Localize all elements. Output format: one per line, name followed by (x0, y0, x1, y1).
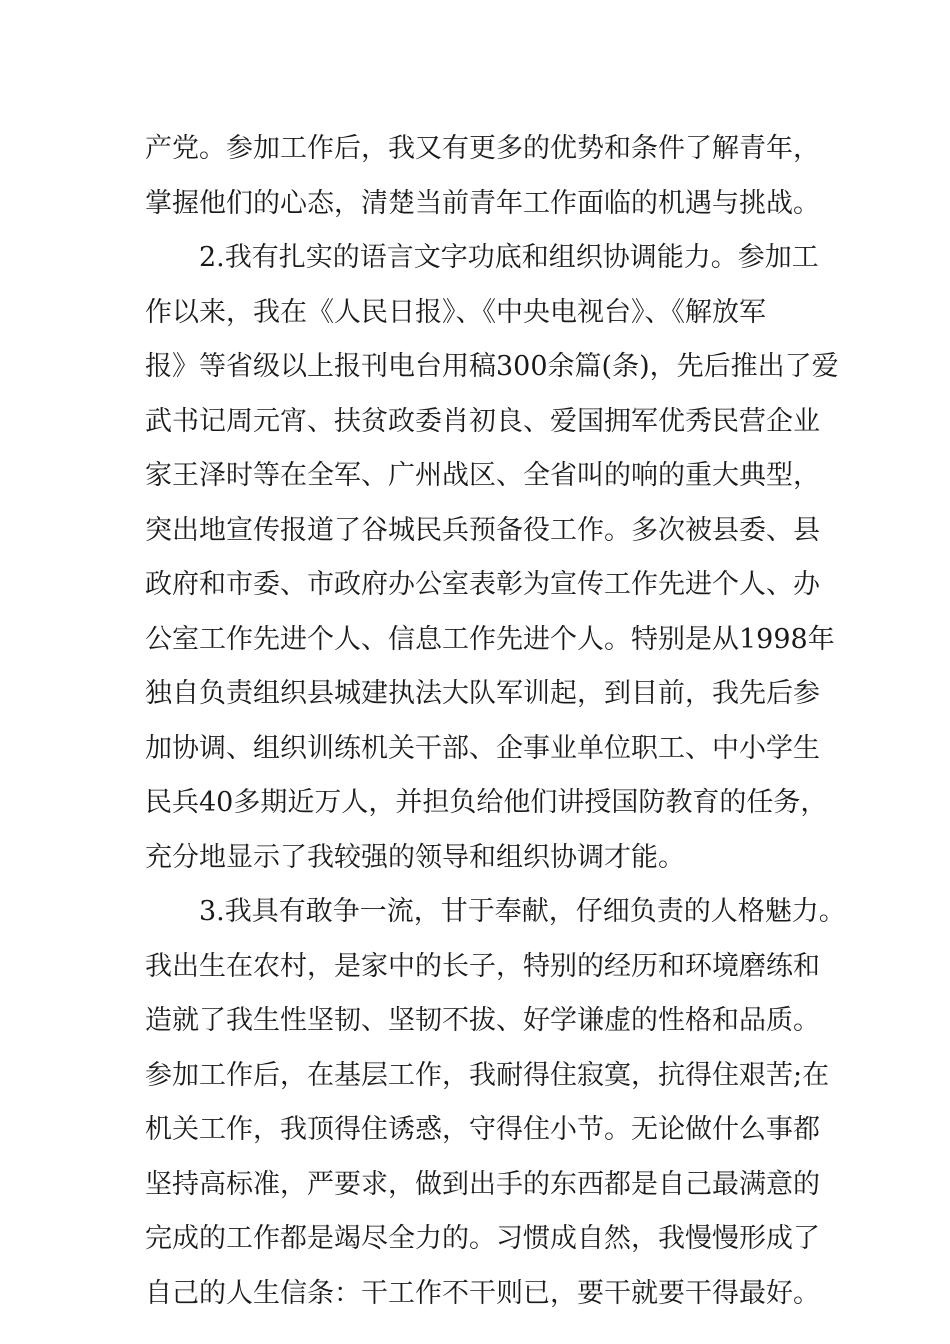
text-line-7: 家王泽时等在全军、广州战区、全省叫的响的重大典型， (145, 460, 820, 491)
text-line-5: 报》等省级以上报刊电台用稿300余篇(条)，先后推出了爱 (145, 351, 839, 382)
text-line-9: 政府和市委、市政府办公室表彰为宣传工作先进个人、办 (145, 569, 820, 600)
text-line-21: 完成的工作都是竭尽全力的。习惯成自然，我慢慢形成了 (145, 1223, 820, 1254)
text-line-14: 充分地显示了我较强的领导和组织协调才能。 (145, 841, 685, 873)
text-line-4: 作以来，我在《人民日报》、《中央电视台》、《解放军 (145, 296, 766, 328)
text-line-6: 武书记周元宵、扶贫政委肖初良、爱国拥军优秀民营企业 (145, 405, 820, 437)
text-line-2: 掌握他们的心态，清楚当前青年工作面临的机遇与挑战。 (145, 187, 820, 219)
text-line-16: 我出生在农村，是家中的长子，特别的经历和环境磨练和 (145, 950, 820, 982)
text-line-10: 公室工作先进个人、信息工作先进个人。特别是从1998年 (145, 623, 835, 655)
text-line-13: 民兵40多期近万人，并担负给他们讲授国防教育的任务， (145, 787, 828, 818)
text-line-17: 造就了我生性坚韧、坚韧不拔、好学谦虚的性格和品质。 (145, 1005, 820, 1036)
document-body (145, 122, 846, 1321)
text-line-1: 产党。参加工作后，我又有更多的优势和条件了解青年， (145, 133, 820, 164)
text-line-22: 自己的人生信条：干工作不干则已，要干就要干得最好。 (145, 1277, 820, 1309)
text-line-11: 独自负责组织县城建执法大队军训起，到目前，我先后参 (145, 678, 820, 709)
text-line-15: 3.我具有敢争一流，甘于奉献，仔细负责的人格魅力。 (199, 896, 846, 927)
text-line-12: 加协调、组织训练机关干部、企事业单位职工、中小学生 (145, 732, 820, 764)
text-line-20: 坚持高标准，严要求，做到出手的东西都是自己最满意的 (145, 1168, 820, 1200)
text-line-19: 机关工作，我顶得住诱惑，守得住小节。无论做什么事都 (145, 1114, 820, 1145)
text-line-18: 参加工作后，在基层工作，我耐得住寂寞，抗得住艰苦;在 (145, 1059, 830, 1091)
text-line-8: 突出地宣传报道了谷城民兵预备役工作。多次被县委、县 (145, 514, 820, 546)
text-line-3: 2.我有扎实的语言文字功底和组织协调能力。参加工 (199, 242, 819, 273)
